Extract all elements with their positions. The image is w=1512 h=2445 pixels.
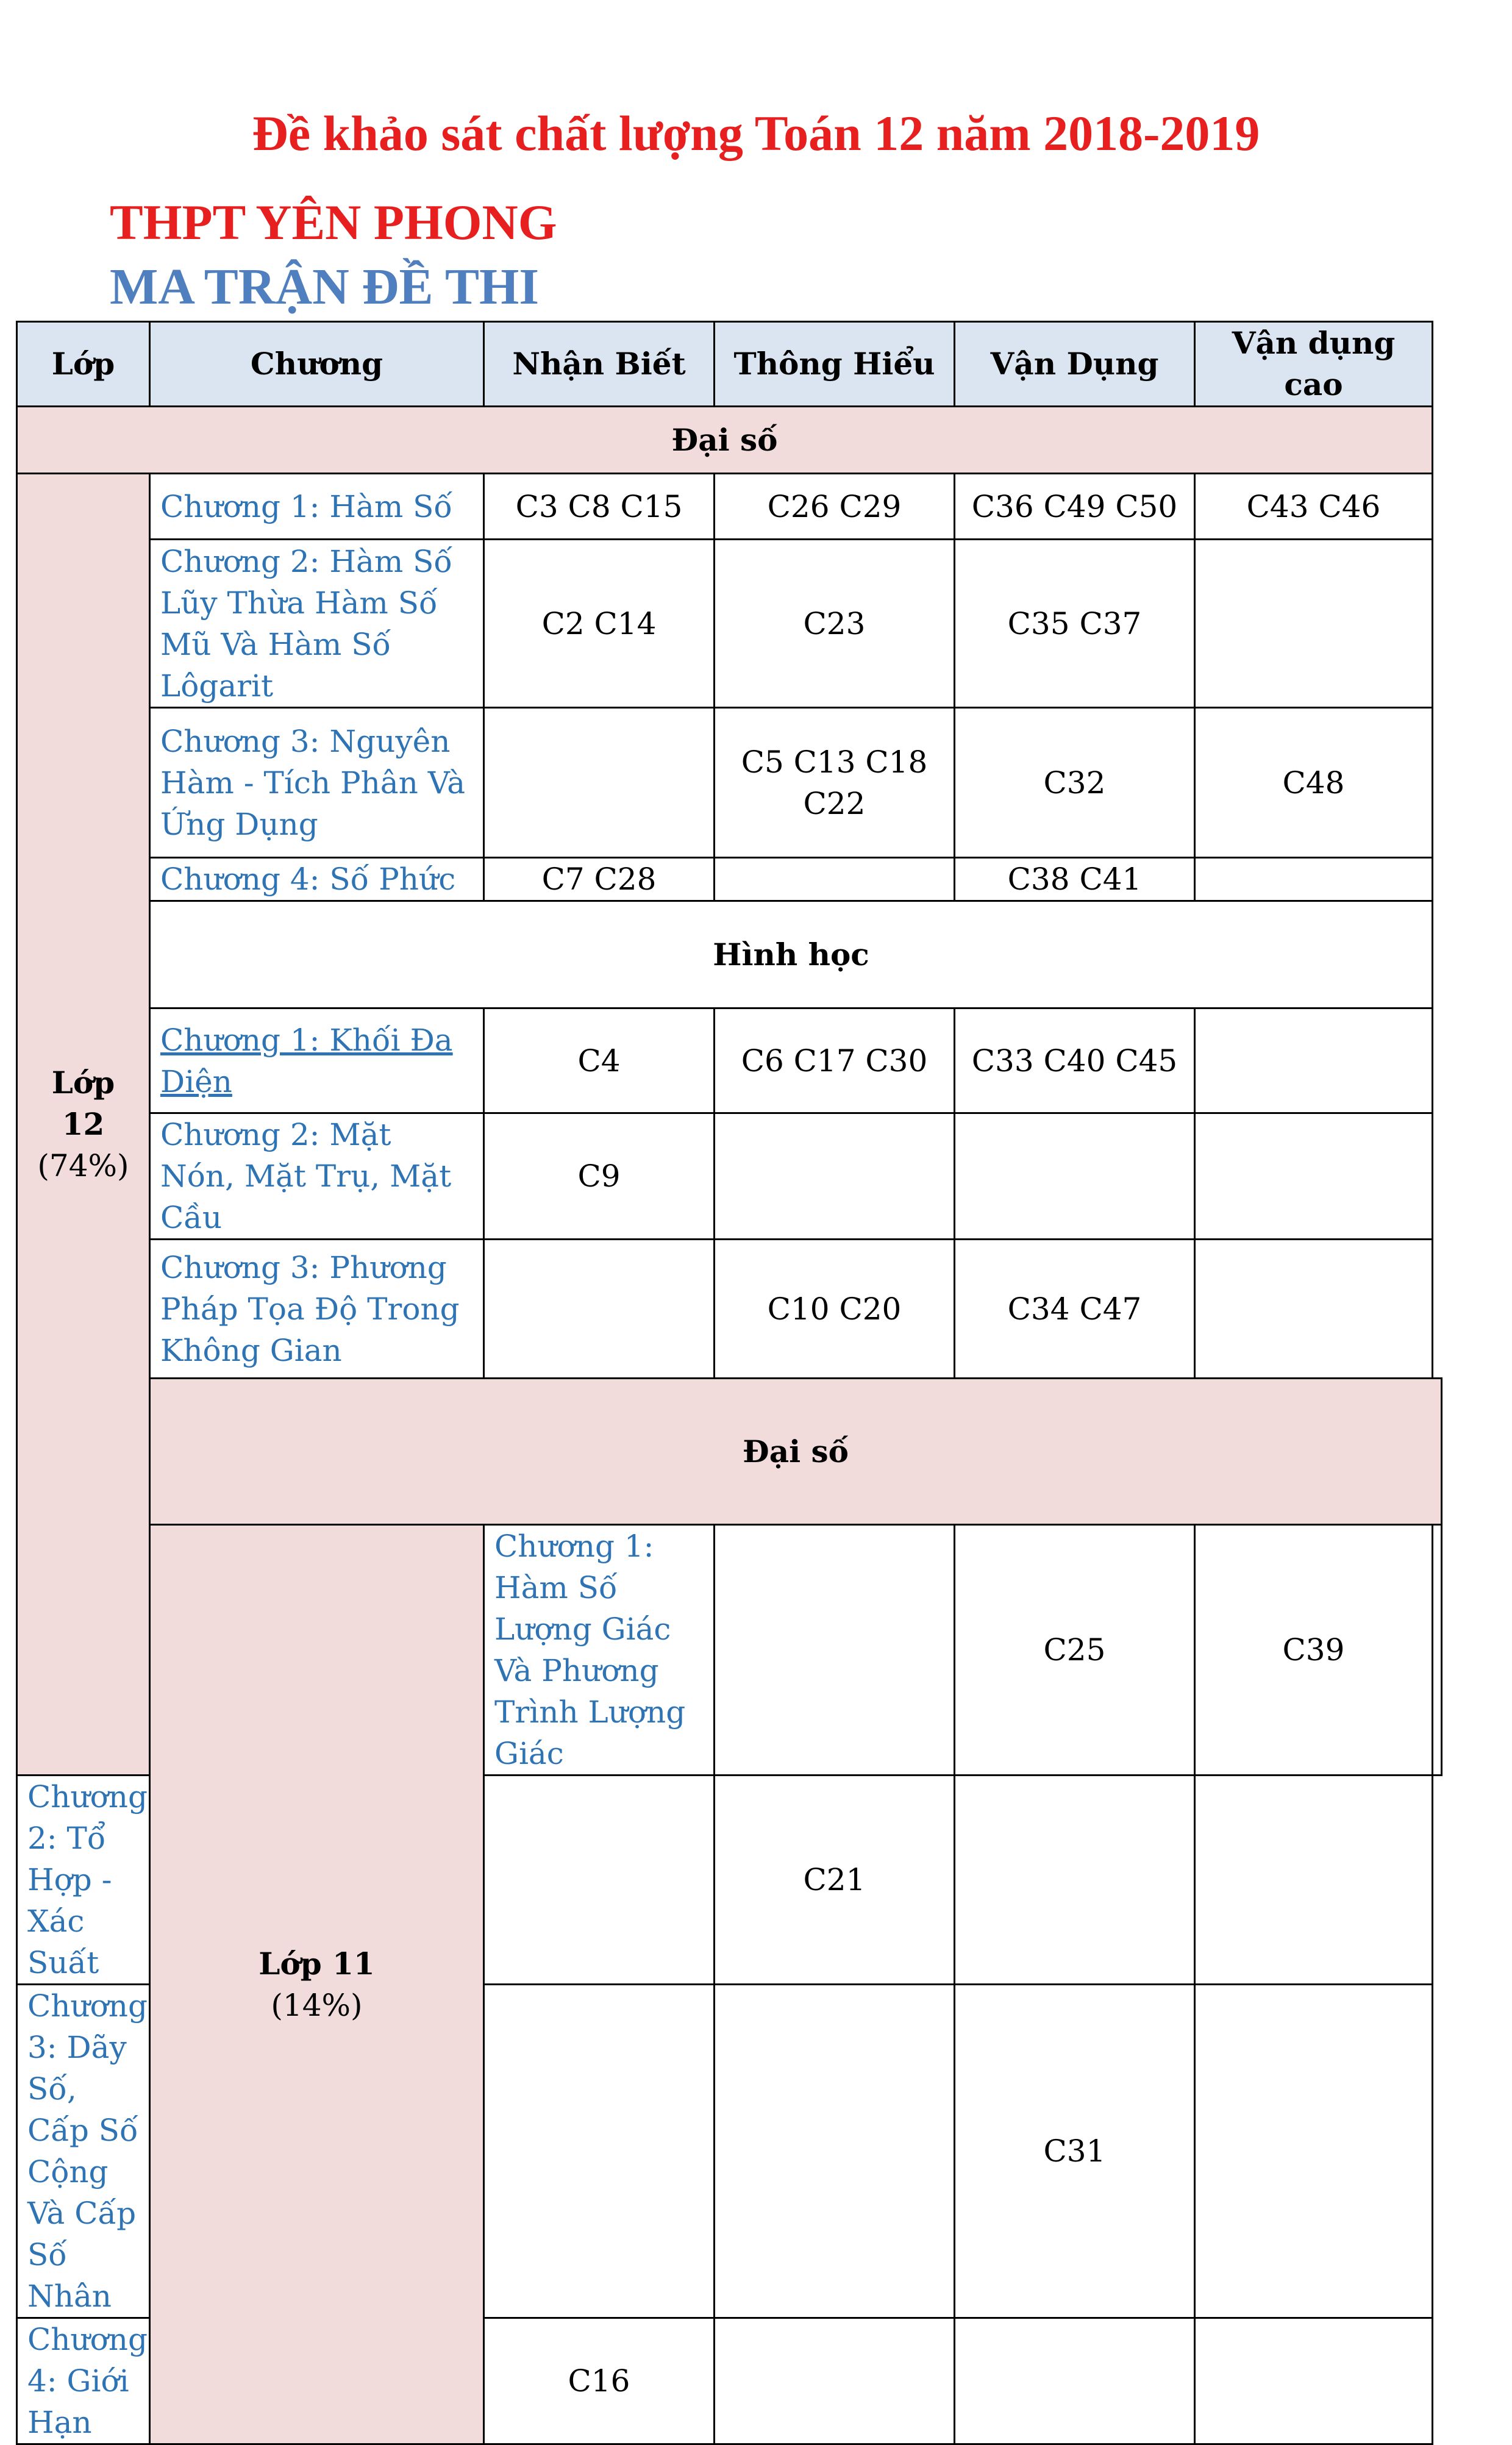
header-comprehension: Thông Hiểu (715, 322, 955, 407)
section-row (17, 901, 1442, 1008)
recognition-cell: C7 C28 (484, 858, 715, 901)
section-label-algebra-11: Đại số (150, 1379, 1442, 1525)
section-row (17, 407, 1442, 474)
application-cell: C33 C40 C45 (955, 1008, 1195, 1113)
recognition-cell (484, 1776, 715, 1985)
high-application-cell: C43 C46 (1195, 474, 1433, 540)
matrix-heading: MA TRẬN ĐỀ THI (110, 259, 540, 315)
recognition-cell: C16 (484, 2318, 715, 2444)
comprehension-cell: C21 (715, 1776, 955, 1985)
recognition-cell (715, 1525, 955, 1776)
comprehension-cell (715, 858, 955, 901)
grade-12-percent: (74%) (37, 1148, 129, 1183)
chapter-cell: Chương 2: Tổ Hợp - Xác Suất (17, 1776, 150, 1985)
recognition-cell (484, 1240, 715, 1379)
table-row (17, 1525, 1442, 1776)
comprehension-cell: C23 (715, 540, 955, 708)
table-header-row (17, 322, 1442, 407)
high-application-cell (1195, 1008, 1433, 1113)
application-cell: C35 C37 (955, 540, 1195, 708)
grade-12-cell (17, 474, 150, 1776)
header-grade: Lớp (17, 322, 150, 407)
application-cell (955, 1776, 1195, 1985)
chapter-cell: Chương 4: Giới Hạn (17, 2318, 150, 2444)
high-application-cell (1433, 1525, 1442, 1776)
high-application-cell (1195, 1776, 1433, 1985)
recognition-cell: C2 C14 (484, 540, 715, 708)
chapter-cell: Chương 3: Phương Pháp Tọa Độ Trong Không Gian (150, 1240, 484, 1379)
recognition-cell: C3 C8 C15 (484, 474, 715, 540)
recognition-cell (484, 708, 715, 858)
application-cell: C34 C47 (955, 1240, 1195, 1379)
chapter-cell: Chương 1: Hàm Số (150, 474, 484, 540)
grade-11-cell (150, 1525, 484, 2444)
high-application-cell: C48 (1195, 708, 1433, 858)
document-title: Đề khảo sát chất lượng Toán 12 năm 2018-2019 (252, 105, 1260, 161)
section-label-algebra-12: Đại số (17, 407, 1433, 474)
comprehension-cell: C6 C17 C30 (715, 1008, 955, 1113)
comprehension-cell: C25 (955, 1525, 1195, 1776)
school-name: THPT YÊN PHONG (110, 195, 557, 250)
recognition-cell: C9 (484, 1113, 715, 1240)
comprehension-cell: C10 C20 (715, 1240, 955, 1379)
chapter-link[interactable]: Chương 1: Khối Đa Diện (160, 1022, 453, 1099)
table-row (17, 474, 1442, 540)
section-row (17, 1379, 1442, 1525)
comprehension-cell: C5 C13 C18 C22 (715, 708, 955, 858)
comprehension-cell (715, 1113, 955, 1240)
high-application-cell (1195, 2318, 1433, 2444)
application-cell: C39 (1195, 1525, 1433, 1776)
comprehension-cell (715, 1985, 955, 2318)
table-row (17, 1008, 1442, 1113)
application-cell: C38 C41 (955, 858, 1195, 901)
chapter-cell: Chương 3: Nguyên Hàm - Tích Phân Và Ứng Dụng (150, 708, 484, 858)
table-row (17, 540, 1442, 708)
recognition-cell (484, 1985, 715, 2318)
chapter-cell: Chương 2: Hàm Số Lũy Thừa Hàm Số Mũ Và Hàm Số Lôgarit (150, 540, 484, 708)
table-row (17, 1240, 1442, 1379)
chapter-cell (150, 1008, 484, 1113)
application-cell: C32 (955, 708, 1195, 858)
high-application-cell (1195, 1240, 1433, 1379)
table-row (17, 858, 1442, 901)
application-cell: C36 C49 C50 (955, 474, 1195, 540)
header-high-application: Vận dụng cao (1195, 322, 1433, 407)
high-application-cell (1195, 540, 1433, 708)
high-application-cell (1195, 1985, 1433, 2318)
chapter-cell: Chương 4: Số Phức (150, 858, 484, 901)
comprehension-cell: C26 C29 (715, 474, 955, 540)
header-application: Vận Dụng (955, 322, 1195, 407)
section-label-geometry: Hình học (150, 901, 1433, 1008)
header-recognition: Nhận Biết (484, 322, 715, 407)
chapter-cell: Chương 3: Dãy Số, Cấp Số Cộng Và Cấp Số Nhân (17, 1985, 150, 2318)
table-row (17, 708, 1442, 858)
grade-11-label: Lớp 11 (259, 1945, 375, 1982)
chapter-cell: Chương 1: Hàm Số Lượng Giác Và Phương Trình Lượng Giác (484, 1525, 715, 1776)
chapter-cell: Chương 2: Mặt Nón, Mặt Trụ, Mặt Cầu (150, 1113, 484, 1240)
application-cell (955, 1113, 1195, 1240)
header-chapter: Chương (150, 322, 484, 407)
application-cell (955, 2318, 1195, 2444)
exam-matrix-table (16, 321, 1442, 2445)
high-application-cell (1195, 858, 1433, 901)
grade-12-label: Lớp 12 (51, 1065, 115, 1142)
high-application-cell (1195, 1113, 1433, 1240)
recognition-cell: C4 (484, 1008, 715, 1113)
comprehension-cell (715, 2318, 955, 2444)
application-cell: C31 (955, 1985, 1195, 2318)
table-row (17, 1113, 1442, 1240)
grade-11-percent: (14%) (271, 1987, 363, 2023)
